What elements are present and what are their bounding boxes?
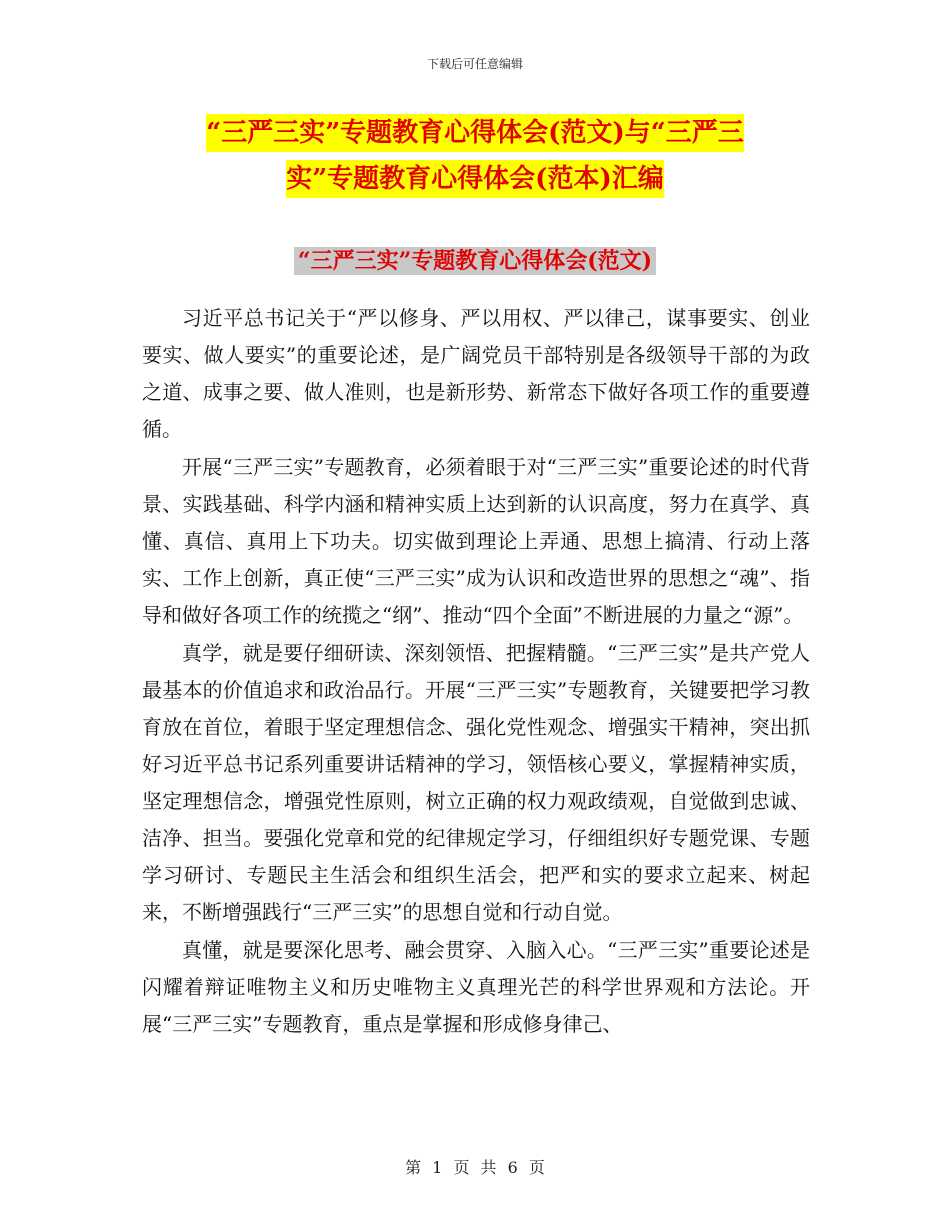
section-title-text: “三严三实”专题教育心得体会(范文) xyxy=(294,247,656,275)
paragraph: 开展“三严三实”专题教育，必须着眼于对“三严三实”重要论述的时代背景、实践基础、科学内涵和精神实质上达到新的认识高度，努力在真学、真懂、真信、真用上下功夫。切实做到理论上弄通、思想上搞清、行动上落实、工作上创新，真正使“三严三实”成为认识和改造世界的思想之“魂”、指导和做好各项工作的统揽之“纲”、推动“四个全面”不断进展的力量之“源”。 xyxy=(142,455,810,627)
page-header: 下载后可任意编辑 xyxy=(426,57,523,71)
body-text xyxy=(142,300,810,1044)
paragraph: 习近平总书记关于“严以修身、严以用权、严以律己，谋事要实、创业要实、做人要实”的重要论述，是广阔党员干部特别是各级领导干部的为政之道、成事之要、做人准则，也是新形势、新常态下做好各项工作的重要遵循。 xyxy=(142,306,810,441)
document-title xyxy=(140,110,810,202)
section-title xyxy=(0,244,950,275)
title-line-1: “三严三实”专题教育心得体会(范文)与“三严三 xyxy=(206,114,743,152)
title-line-2: 实”专题教育心得体会(范本)汇编 xyxy=(286,160,664,198)
paragraph: 真学，就是要仔细研读、深刻领悟、把握精髓。“三严三实”是共产党人最基本的价值追求和政治品行。开展“三严三实”专题教育，关键要把学习教育放在首位，着眼于坚定理想信念、强化党性观念、增强实干精神，突出抓好习近平总书记系列重要讲话精神的学习，领悟核心要义，掌握精神实质，坚定理想信念，增强党性原则，树立正确的权力观政绩观，自觉做到忠诚、洁净、担当。要强化党章和党的纪律规定学习，仔细组织好专题党课、专题学习研讨、专题民主生活会和组织生活会，把严和实的要求立起来、树起来，不断增强践行“三严三实”的思想自觉和行动自觉。 xyxy=(142,641,810,924)
page-footer: 第 1 页 共 6 页 xyxy=(405,1158,545,1177)
paragraph: 真懂，就是要深化思考、融会贯穿、入脑入心。“三严三实”重要论述是闪耀着辩证唯物主义和历史唯物主义真理光芒的科学世界观和方法论。开展“三严三实”专题教育，重点是掌握和形成修身律己、 xyxy=(142,938,810,1036)
